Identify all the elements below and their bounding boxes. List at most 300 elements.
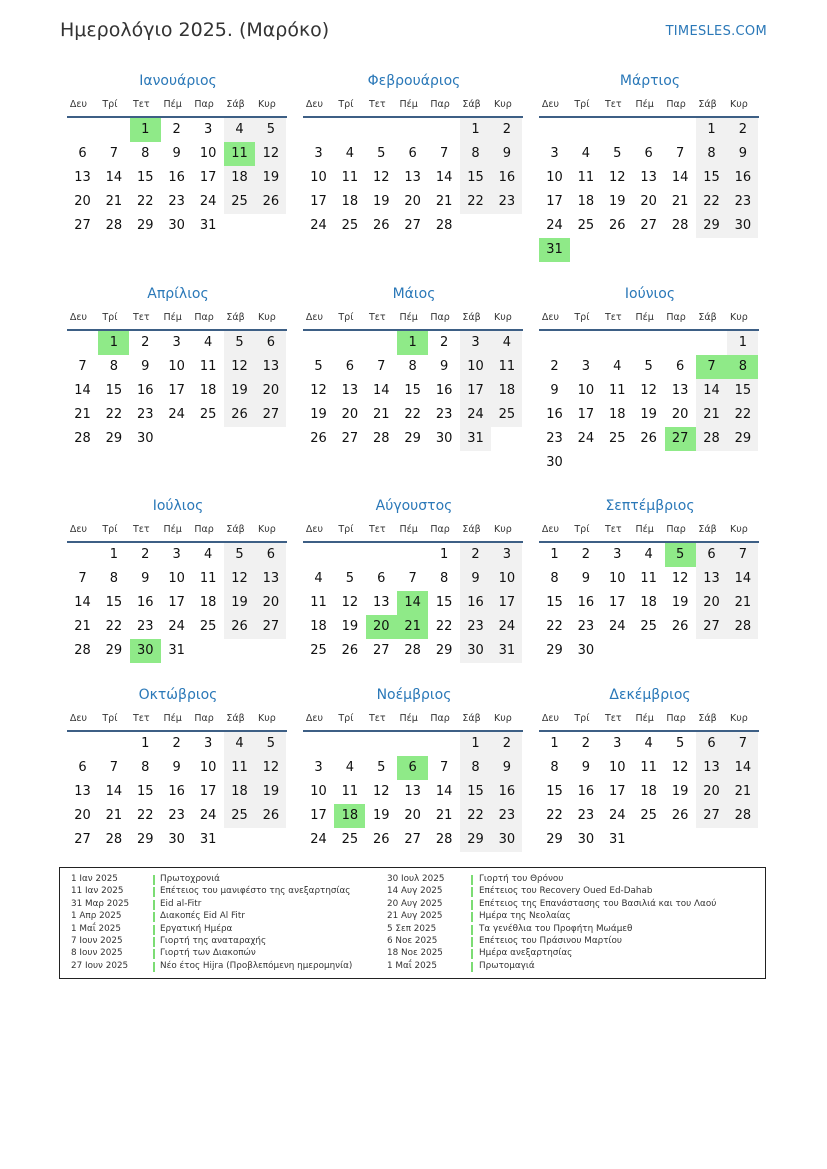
- day-cell: 26: [640, 431, 657, 446]
- weekday-label: Κυρ: [730, 524, 748, 535]
- day-cell: 31: [168, 643, 185, 658]
- day-cell: 28: [404, 643, 421, 658]
- day-cell: 15: [105, 383, 123, 398]
- day-cell: 19: [255, 780, 286, 804]
- day-cell: 2: [491, 732, 522, 756]
- month-name: Απρίλιος: [147, 286, 209, 302]
- month-calendar: [539, 73, 761, 273]
- day-cell: 5: [644, 359, 653, 374]
- day-cell: 17: [491, 591, 522, 615]
- day-cell: 23: [137, 407, 154, 422]
- day-cell: 9: [172, 146, 181, 161]
- day-cell: 2: [491, 118, 522, 142]
- day-cell: 22: [137, 194, 154, 209]
- day-cell: 26: [373, 218, 390, 233]
- holiday-day-cell: 1: [130, 118, 161, 142]
- day-cell: 9: [727, 142, 758, 166]
- weekday-label: Σάβ: [462, 713, 481, 724]
- day-cell: 1: [696, 118, 727, 142]
- holiday-day-cell: 1: [98, 331, 129, 355]
- day-cell: 12: [609, 170, 626, 185]
- day-cell: 30: [168, 832, 185, 847]
- weekday-label: Κυρ: [494, 713, 512, 724]
- weekday-label: Τρί: [338, 312, 354, 323]
- weekday-label: Τρί: [102, 99, 118, 110]
- holiday-name: Ημέρα ανεξαρτησίας: [479, 948, 573, 959]
- day-cell: 25: [640, 619, 657, 634]
- holiday-name: Διακοπές Eid Al Fitr: [160, 911, 245, 922]
- day-cell: 18: [640, 595, 657, 610]
- day-cell: 23: [577, 619, 595, 634]
- month-calendar: [303, 687, 525, 887]
- day-cell: 3: [613, 736, 622, 751]
- weekday-label: Κυρ: [494, 99, 512, 110]
- day-cell: 1: [550, 736, 559, 751]
- day-cell: 16: [168, 170, 185, 185]
- day-cell: 12: [671, 760, 689, 775]
- site-link[interactable]: TIMESLES.COM: [665, 24, 767, 39]
- weekday-label: Κυρ: [494, 524, 512, 535]
- day-cell: 2: [581, 547, 591, 562]
- day-cell: 21: [696, 403, 727, 427]
- day-cell: 28: [105, 832, 123, 847]
- day-cell: 4: [644, 736, 653, 751]
- day-cell: 26: [671, 808, 689, 823]
- day-cell: 28: [696, 427, 727, 451]
- weekday-label: Κυρ: [258, 312, 276, 323]
- day-cell: 26: [671, 619, 689, 634]
- day-cell: 10: [168, 359, 185, 374]
- day-cell: 2: [172, 736, 181, 751]
- weekday-label: Τρί: [102, 713, 118, 724]
- weekday-label: Παρ: [194, 713, 214, 724]
- weekday-label: Παρ: [666, 524, 686, 535]
- day-cell: 9: [141, 571, 150, 586]
- day-cell: 10: [609, 760, 626, 775]
- day-cell: 1: [141, 736, 150, 751]
- holiday-marker: [471, 900, 473, 910]
- weekday-label: Κυρ: [730, 99, 748, 110]
- day-cell: 28: [671, 218, 689, 233]
- day-cell: 11: [310, 595, 327, 610]
- day-cell: 15: [546, 595, 563, 610]
- day-cell: 23: [727, 190, 758, 214]
- day-cell: 24: [546, 218, 563, 233]
- day-cell: 17: [199, 170, 217, 185]
- day-cell: 6: [78, 760, 87, 775]
- weekday-label: Παρ: [666, 312, 686, 323]
- holiday-day-cell: 20: [366, 615, 397, 639]
- day-cell: 9: [581, 760, 591, 775]
- day-cell: 7: [727, 732, 758, 756]
- day-cell: 7: [675, 146, 685, 161]
- weekday-label: Πέμ: [635, 524, 654, 535]
- day-cell: 11: [199, 571, 217, 586]
- day-cell: 22: [727, 403, 758, 427]
- day-cell: 1: [550, 547, 559, 562]
- weekday-label: Δευ: [305, 524, 324, 535]
- day-cell: 19: [640, 407, 657, 422]
- day-cell: 26: [310, 431, 327, 446]
- day-cell: 14: [373, 383, 390, 398]
- weekday-label: Πέμ: [163, 524, 182, 535]
- holiday-name: Γιορτή της αναταραχής: [160, 935, 267, 946]
- holiday-date: 6 Νοε 2025: [387, 935, 438, 946]
- day-cell: 30: [577, 643, 595, 658]
- day-cell: 10: [546, 170, 563, 185]
- day-cell: 31: [491, 639, 522, 663]
- holiday-day-cell: 5: [665, 543, 696, 567]
- weekday-label: Παρ: [430, 713, 450, 724]
- day-cell: 17: [609, 595, 626, 610]
- day-cell: 9: [141, 359, 150, 374]
- day-cell: 7: [727, 543, 758, 567]
- day-cell: 19: [373, 808, 390, 823]
- day-cell: 5: [224, 331, 255, 355]
- day-cell: 4: [203, 335, 213, 350]
- weekday-label: Σάβ: [226, 99, 245, 110]
- weekday-header: [63, 713, 294, 727]
- day-cell: 8: [550, 571, 559, 586]
- day-cell: 1: [439, 547, 449, 562]
- weekday-label: Τετ: [604, 713, 622, 724]
- weekday-label: Σάβ: [462, 99, 481, 110]
- weekday-label: Τετ: [604, 524, 622, 535]
- weekday-label: Σάβ: [226, 713, 245, 724]
- day-cell: 4: [491, 331, 522, 355]
- day-cell: 28: [74, 643, 91, 658]
- weekday-label: Πέμ: [635, 713, 654, 724]
- day-cell: 26: [255, 190, 286, 214]
- day-cell: 16: [577, 784, 595, 799]
- weekday-label: Τρί: [338, 713, 354, 724]
- day-cell: 1: [727, 331, 758, 355]
- day-cell: 8: [141, 146, 150, 161]
- holiday-date: 30 Ιουλ 2025: [387, 874, 445, 884]
- day-cell: 19: [224, 379, 255, 403]
- day-cell: 11: [341, 170, 359, 185]
- weekday-label: Τετ: [368, 312, 386, 323]
- holiday-marker: [471, 875, 473, 885]
- holiday-marker: [471, 962, 473, 972]
- day-cell: 10: [491, 567, 522, 591]
- weekday-header: [63, 312, 294, 326]
- weekday-label: Τρί: [338, 524, 354, 535]
- day-cell: 18: [224, 166, 255, 190]
- weekday-label: Σάβ: [462, 312, 481, 323]
- day-cell: 22: [435, 619, 453, 634]
- day-cell: 21: [373, 407, 390, 422]
- day-cell: 9: [550, 383, 559, 398]
- day-cell: 21: [74, 407, 91, 422]
- day-cell: 14: [727, 567, 758, 591]
- weekday-label: Κυρ: [730, 312, 748, 323]
- weekday-label: Δευ: [69, 713, 88, 724]
- day-cell: 28: [727, 804, 758, 828]
- day-cell: 11: [199, 359, 217, 374]
- day-cell: 24: [609, 619, 626, 634]
- holiday-marker: [153, 900, 155, 910]
- day-cell: 30: [491, 828, 522, 852]
- day-cell: 5: [255, 118, 286, 142]
- day-cell: 16: [460, 591, 491, 615]
- day-cell: 20: [671, 407, 689, 422]
- day-cell: 28: [373, 431, 390, 446]
- day-cell: 2: [172, 122, 181, 137]
- day-cell: 15: [460, 780, 491, 804]
- day-cell: 27: [404, 218, 421, 233]
- weekday-label: Πέμ: [163, 312, 182, 323]
- day-cell: 23: [491, 804, 522, 828]
- weekday-label: Τετ: [368, 99, 386, 110]
- weekday-header: [535, 713, 766, 727]
- weekday-label: Τετ: [132, 524, 150, 535]
- day-cell: 25: [310, 643, 327, 658]
- day-cell: 13: [74, 784, 91, 799]
- day-cell: 12: [310, 383, 327, 398]
- holiday-date: 20 Αυγ 2025: [387, 898, 443, 909]
- day-cell: 4: [224, 732, 255, 756]
- day-cell: 7: [109, 146, 119, 161]
- weekday-label: Πέμ: [635, 99, 654, 110]
- day-cell: 30: [435, 431, 453, 446]
- holiday-date: 1 Απρ 2025: [71, 911, 122, 922]
- day-cell: 25: [491, 403, 522, 427]
- day-cell: 14: [105, 784, 123, 799]
- day-cell: 27: [696, 615, 727, 639]
- day-cell: 5: [224, 543, 255, 567]
- weekday-header: [299, 524, 530, 538]
- day-cell: 7: [439, 760, 449, 775]
- day-cell: 13: [696, 567, 727, 591]
- day-cell: 8: [696, 142, 727, 166]
- day-cell: 13: [404, 784, 421, 799]
- day-cell: 31: [609, 832, 626, 847]
- day-cell: 5: [345, 571, 355, 586]
- day-cell: 18: [491, 379, 522, 403]
- holiday-name: Επέτειος του Πράσινου Μαρτίου: [479, 935, 622, 946]
- day-cell: 10: [609, 571, 626, 586]
- weekday-label: Κυρ: [258, 524, 276, 535]
- weekday-label: Δευ: [541, 312, 560, 323]
- day-cell: 12: [373, 784, 390, 799]
- day-cell: 20: [341, 407, 359, 422]
- day-cell: 13: [671, 383, 689, 398]
- day-cell: 11: [491, 355, 522, 379]
- weekday-label: Σάβ: [462, 524, 481, 535]
- day-cell: 31: [199, 832, 217, 847]
- holiday-name: Γιορτή του Θρόνου: [479, 874, 564, 884]
- day-cell: 17: [460, 379, 491, 403]
- weekday-label: Τετ: [368, 713, 386, 724]
- weekday-label: Τρί: [102, 312, 118, 323]
- day-cell: 9: [172, 760, 181, 775]
- day-cell: 24: [460, 403, 491, 427]
- day-cell: 15: [404, 383, 421, 398]
- day-cell: 16: [491, 166, 522, 190]
- day-cell: 26: [609, 218, 626, 233]
- day-cell: 7: [78, 571, 87, 586]
- weekday-label: Κυρ: [258, 713, 276, 724]
- day-cell: 26: [373, 832, 390, 847]
- weekday-label: Παρ: [666, 99, 686, 110]
- day-cell: 21: [105, 808, 123, 823]
- month-calendar: [539, 286, 761, 486]
- day-cell: 10: [310, 170, 327, 185]
- weekday-label: Τετ: [368, 524, 386, 535]
- weekday-label: Δευ: [69, 99, 88, 110]
- day-cell: 19: [609, 194, 626, 209]
- day-cell: 22: [404, 407, 421, 422]
- day-cell: 18: [224, 780, 255, 804]
- day-cell: 27: [404, 832, 421, 847]
- weekday-label: Πέμ: [399, 99, 418, 110]
- day-cell: 3: [314, 146, 323, 161]
- day-cell: 25: [609, 431, 626, 446]
- day-cell: 11: [341, 784, 359, 799]
- day-cell: 2: [581, 736, 591, 751]
- page-title: Ημερολόγιο 2025. (Μαρόκο): [60, 19, 330, 41]
- weekday-label: Σάβ: [698, 524, 717, 535]
- day-cell: 21: [105, 194, 123, 209]
- day-cell: 10: [199, 146, 217, 161]
- weekday-label: Κυρ: [258, 99, 276, 110]
- day-cell: 27: [74, 832, 91, 847]
- day-cell: 24: [310, 218, 327, 233]
- day-cell: 6: [78, 146, 87, 161]
- day-cell: 6: [408, 146, 417, 161]
- day-cell: 23: [168, 194, 185, 209]
- day-cell: 26: [224, 403, 255, 427]
- day-cell: 10: [168, 571, 185, 586]
- day-cell: 6: [345, 359, 355, 374]
- holiday-date: 18 Νοε 2025: [387, 948, 443, 959]
- day-cell: 15: [105, 595, 123, 610]
- day-cell: 7: [439, 146, 449, 161]
- day-cell: 3: [203, 122, 213, 137]
- weekday-label: Τρί: [574, 713, 590, 724]
- header-rule: [539, 329, 759, 331]
- day-cell: 28: [727, 615, 758, 639]
- month-name: Δεκέμβριος: [609, 687, 691, 703]
- weekday-label: Τετ: [604, 99, 622, 110]
- day-cell: 29: [460, 828, 491, 852]
- holiday-marker: [471, 949, 473, 959]
- day-cell: 5: [377, 146, 386, 161]
- day-cell: 8: [109, 359, 119, 374]
- weekday-label: Τετ: [132, 312, 150, 323]
- day-cell: 21: [74, 619, 91, 634]
- month-calendar: [67, 73, 289, 273]
- day-cell: 18: [609, 407, 626, 422]
- weekday-label: Κυρ: [494, 312, 512, 323]
- day-cell: 24: [609, 808, 626, 823]
- holiday-name: Επέτειος του Recovery Oued Ed-Dahab: [479, 886, 653, 897]
- day-cell: 24: [491, 615, 522, 639]
- day-cell: 9: [439, 359, 449, 374]
- day-cell: 16: [137, 383, 154, 398]
- day-cell: 3: [491, 543, 522, 567]
- day-cell: 21: [435, 194, 453, 209]
- day-cell: 24: [168, 407, 185, 422]
- day-cell: 15: [460, 166, 491, 190]
- day-cell: 12: [373, 170, 390, 185]
- day-cell: 25: [199, 407, 217, 422]
- weekday-label: Τετ: [132, 99, 150, 110]
- day-cell: 8: [141, 760, 150, 775]
- day-cell: 5: [377, 760, 386, 775]
- day-cell: 1: [460, 732, 491, 756]
- day-cell: 14: [435, 784, 453, 799]
- weekday-label: Πέμ: [399, 713, 418, 724]
- day-cell: 13: [74, 170, 91, 185]
- day-cell: 4: [203, 547, 213, 562]
- day-cell: 5: [613, 146, 622, 161]
- day-cell: 7: [408, 571, 417, 586]
- day-cell: 17: [609, 784, 626, 799]
- holiday-day-cell: 6: [397, 756, 428, 780]
- weekday-label: Δευ: [69, 312, 88, 323]
- day-cell: 25: [577, 218, 595, 233]
- day-cell: 4: [224, 118, 255, 142]
- day-cell: 18: [199, 383, 217, 398]
- month-calendar: [303, 498, 525, 698]
- day-cell: 13: [255, 355, 286, 379]
- weekday-label: Δευ: [305, 713, 324, 724]
- day-cell: 3: [314, 760, 323, 775]
- day-cell: 27: [341, 431, 359, 446]
- day-cell: 6: [255, 543, 286, 567]
- weekday-label: Σάβ: [698, 713, 717, 724]
- day-cell: 15: [137, 170, 154, 185]
- day-cell: 6: [377, 571, 386, 586]
- weekday-label: Τετ: [604, 312, 622, 323]
- day-cell: 13: [255, 567, 286, 591]
- weekday-label: Δευ: [541, 524, 560, 535]
- day-cell: 24: [168, 619, 185, 634]
- weekday-label: Παρ: [194, 312, 214, 323]
- day-cell: 17: [310, 808, 327, 823]
- holiday-marker: [153, 949, 155, 959]
- day-cell: 29: [727, 427, 758, 451]
- day-cell: 25: [224, 804, 255, 828]
- day-cell: 5: [314, 359, 323, 374]
- day-cell: 13: [341, 383, 359, 398]
- month-calendar: [67, 687, 289, 887]
- month-calendar: [539, 687, 761, 887]
- day-cell: 23: [435, 407, 453, 422]
- day-cell: 15: [435, 595, 453, 610]
- holiday-day-cell: 21: [397, 615, 428, 639]
- day-cell: 3: [613, 547, 622, 562]
- day-cell: 12: [671, 571, 689, 586]
- day-cell: 10: [460, 355, 491, 379]
- day-cell: 11: [609, 383, 626, 398]
- day-cell: 2: [727, 118, 758, 142]
- day-cell: 25: [199, 619, 217, 634]
- weekday-header: [63, 524, 294, 538]
- holiday-date: 8 Ιουν 2025: [71, 948, 123, 959]
- day-cell: 13: [404, 170, 421, 185]
- day-cell: 28: [435, 832, 453, 847]
- day-cell: 20: [74, 194, 91, 209]
- month-calendar: [67, 286, 289, 486]
- weekday-label: Παρ: [430, 524, 450, 535]
- day-cell: 4: [581, 146, 591, 161]
- day-cell: 12: [640, 383, 657, 398]
- weekday-label: Δευ: [541, 99, 560, 110]
- holiday-day-cell: 7: [696, 355, 727, 379]
